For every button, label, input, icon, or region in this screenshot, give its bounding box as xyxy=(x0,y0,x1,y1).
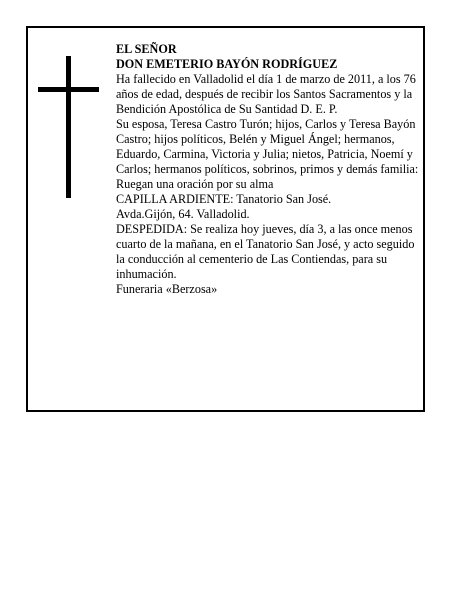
chapel-info: CAPILLA ARDIENTE: Tanatorio San José. xyxy=(116,192,332,206)
title-line-1: EL SEÑOR xyxy=(116,42,177,56)
deceased-name: DON EMETERIO BAYÓN RODRÍGUEZ xyxy=(116,57,338,71)
death-announcement: Ha fallecido en Valladolid el día 1 de marzo de 2011, a los 76 años de edad, después de recibir los Santos Sacramentos y la Bendición Apostólica de Su Santidad D. E. P. xyxy=(116,72,416,116)
cross-vertical-bar xyxy=(66,56,71,198)
cross-horizontal-bar xyxy=(38,87,99,92)
family-list: Su esposa, Teresa Castro Turón; hijos, Carlos y Teresa Bayón Castro; hijos políticos, Belén y Miguel Ángel; hermanos, Eduardo, Carmina, Victoria y Julia; nietos, Patricia, Noemí y Carlos; hermanos políticos, sobrinos, primos y demás familia: xyxy=(116,117,419,176)
obituary-text xyxy=(116,42,422,297)
chapel-address: Avda.Gijón, 64. Valladolid. xyxy=(116,207,250,221)
prayer-request: Ruegan una oración por su alma xyxy=(116,177,274,191)
funeral-home: Funeraria «Berzosa» xyxy=(116,282,218,296)
farewell-info: DESPEDIDA: Se realiza hoy jueves, día 3, a las once menos cuarto de la mañana, en el Tanatorio San José, y acto seguido la conducción al cementerio de Las Contiendas, para su inhumación. xyxy=(116,222,415,281)
obituary-notice xyxy=(26,26,425,412)
